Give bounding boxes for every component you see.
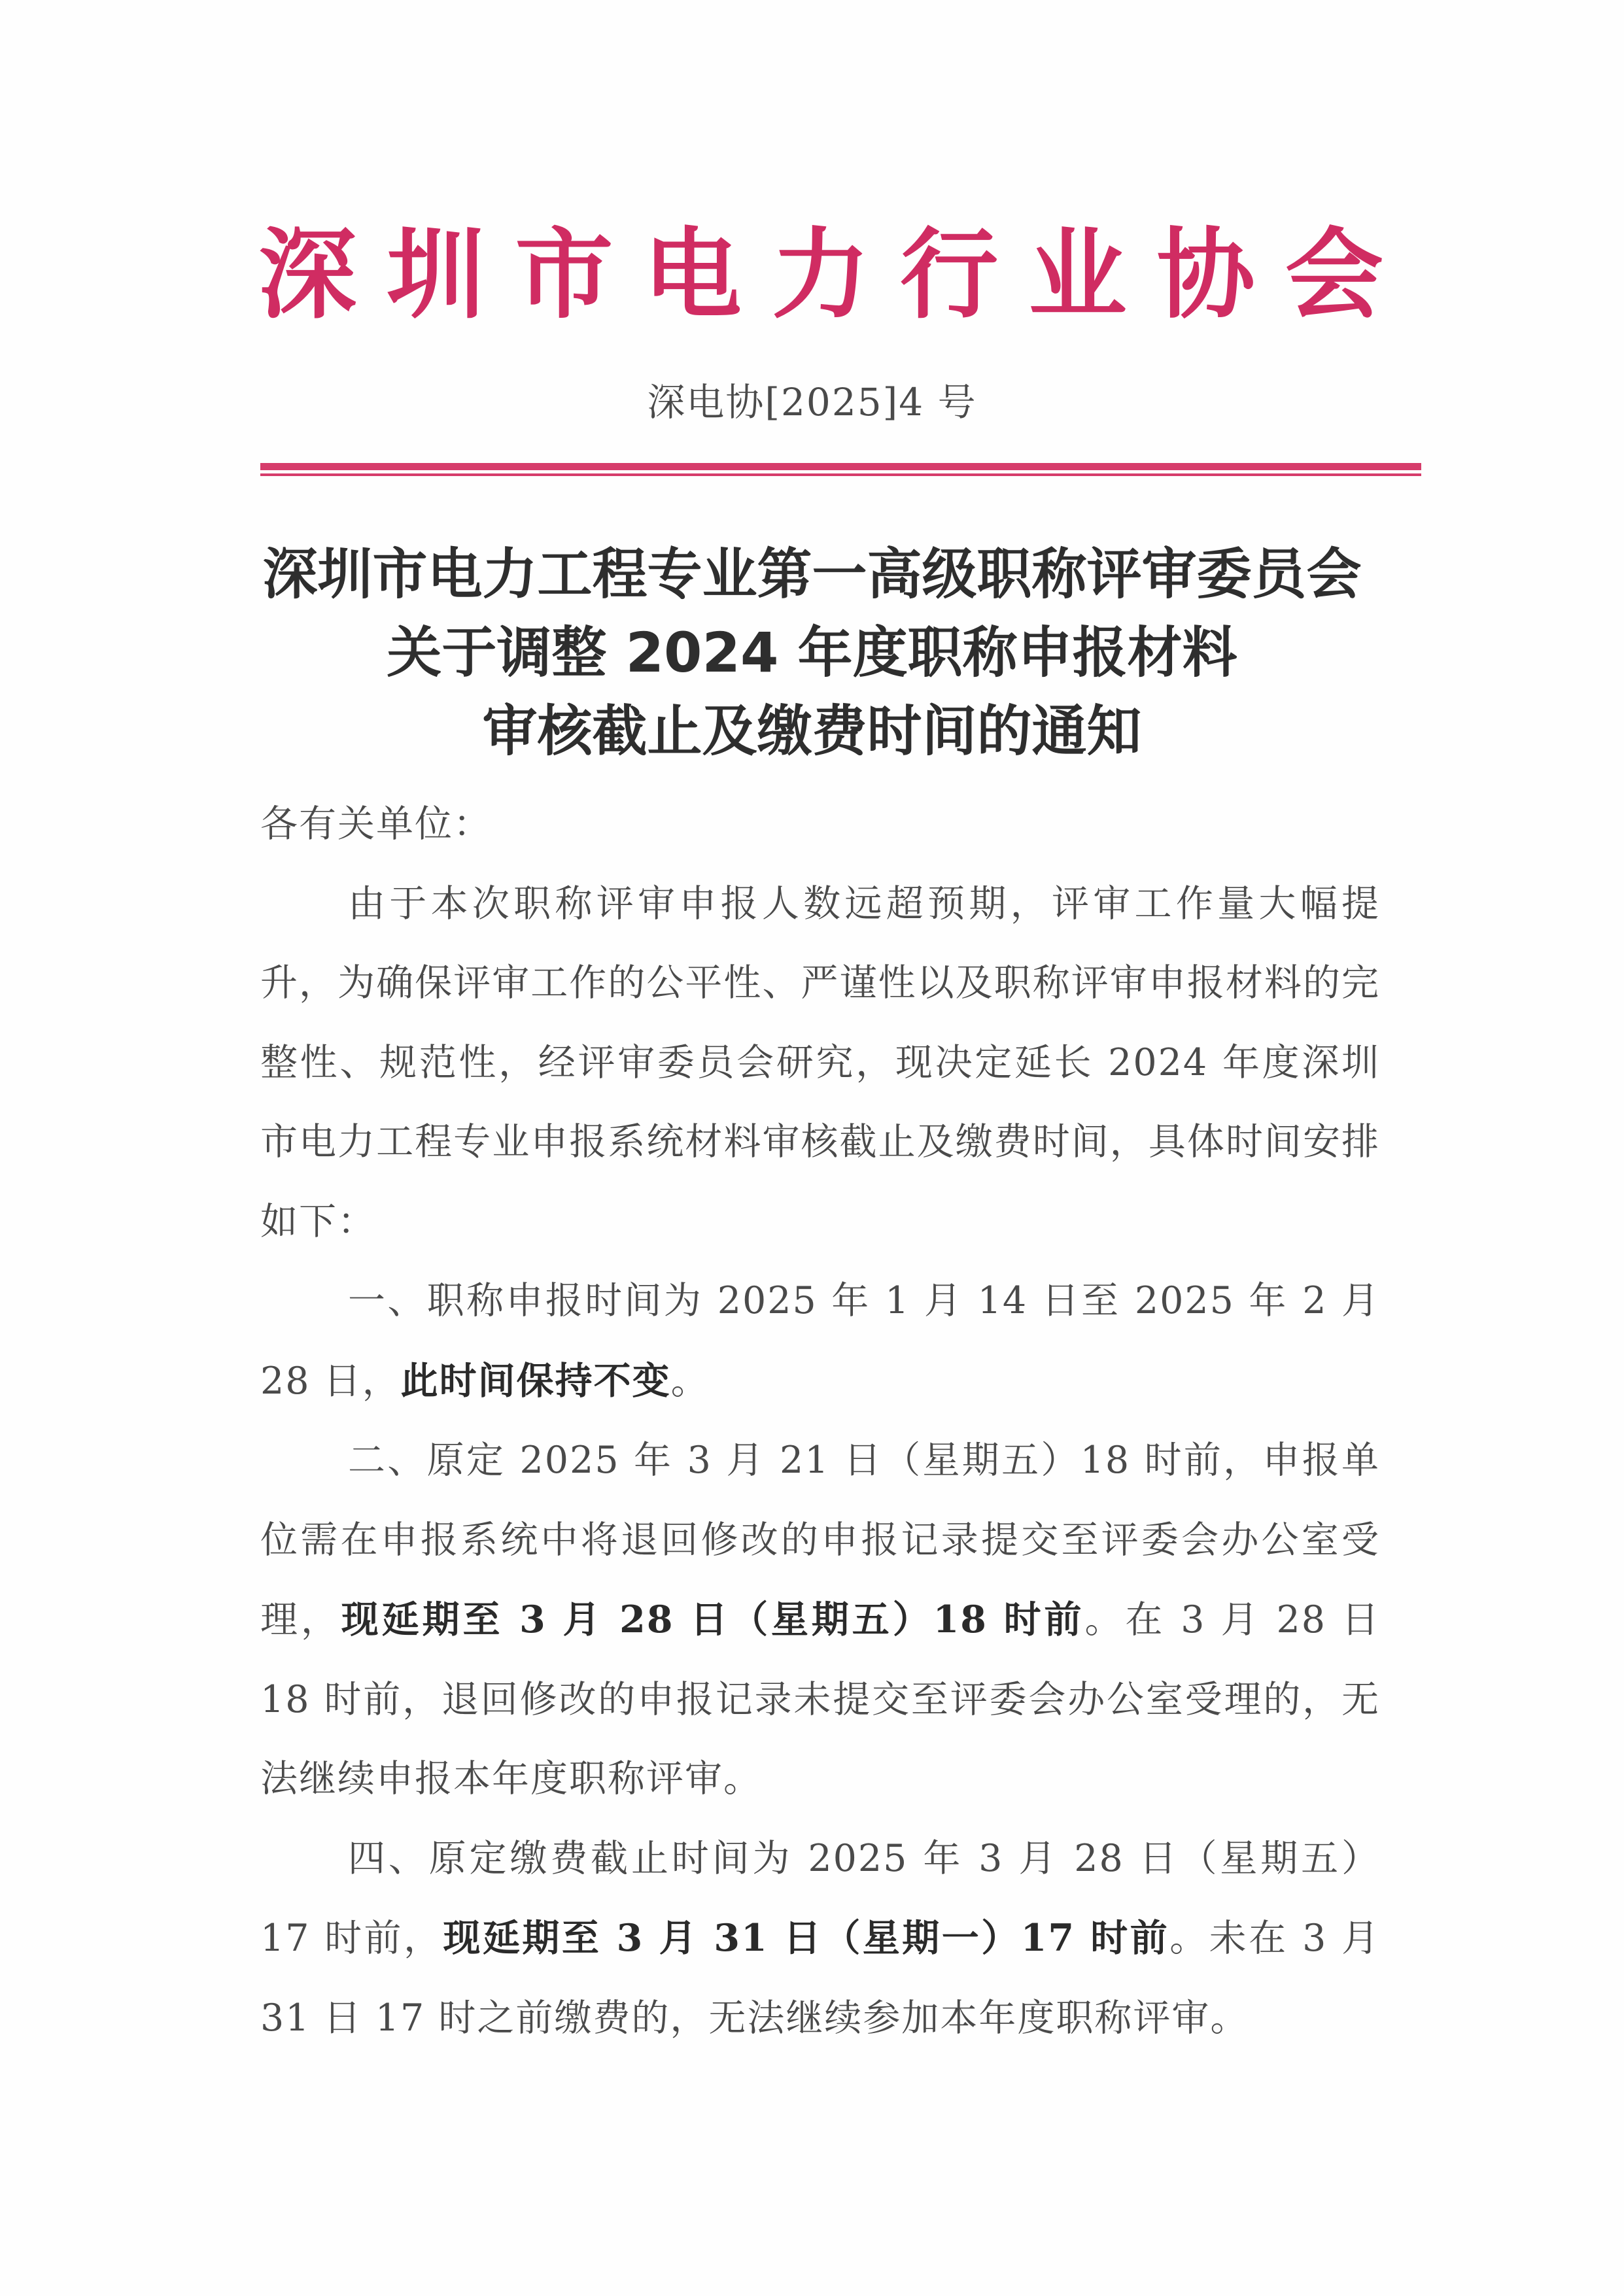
item-4-emphasis: 现延期至 3 月 31 日（星期一）17 时前 [443,1916,1170,1960]
organization-name [258,216,1383,334]
notice-body [260,785,1380,2058]
item-2-emphasis: 现延期至 3 月 28 日（星期五）18 时前 [341,1598,1085,1641]
title-line-2: 关于调整 2024 年度职称申报材料 [387,621,1237,685]
salutation: 各有关单位： [260,802,492,846]
notice-title [196,535,1428,770]
title-line-3: 审核截止及缴费时间的通知 [482,699,1142,763]
org-char: 会 [1285,217,1383,332]
item-1-text: 一、职称申报时间为 2025 年 1 月 14 日至 2025 年 2 月 28 日， [260,1279,1380,1403]
org-char: 力 [771,217,870,332]
item-1-emphasis: 此时间保持不变 [400,1358,671,1403]
org-char: 深 [258,217,357,332]
item-1-paragraph [260,1261,1380,1421]
org-char: 协 [1156,217,1255,332]
intro-paragraph: 由于本次职称评审申报人数远超预期，评审工作量大幅提升，为确保评审工作的公平性、严谨性以及职称评审申报材料的完整性、规范性，经评审委员会研究，现决定延长 2024 年度深圳市电力工程专业申报系统材料审核截止及缴费时间，具体时间安排如下： [260,882,1380,1243]
org-char: 圳 [387,217,485,332]
org-char: 电 [643,217,742,332]
item-4-tail: 。未在 3 月 31 日 17 时之前缴费的，无法继续参加本年度职称评审。 [260,1917,1380,2040]
item-2-paragraph [260,1421,1380,1819]
header-divider-thick [260,463,1421,470]
item-2-text: 二、原定 2025 年 3 月 21 日（星期五）18 时前，申报单位需在申报系统中将退回修改的申报记录提交至评委会办公室受理， [260,1439,1380,1641]
org-char: 业 [1028,217,1127,332]
item-4-paragraph [260,1819,1380,2059]
item-1-tail: 。 [670,1359,710,1403]
item-4-text: 四、原定缴费截止时间为 2025 年 3 月 28 日（星期五）17 时前， [260,1836,1380,1960]
org-char: 行 [900,217,999,332]
title-line-1: 深圳市电力工程专业第一高级职称评审委员会 [262,542,1362,606]
org-char: 市 [515,217,613,332]
document-number: 深电协[2025]4 号 [647,380,977,424]
item-2-tail: 。在 3 月 28 日 18 时前，退回修改的申报记录未提交至评委会办公室受理的，无法继续申报本年度职称评审。 [260,1598,1380,1800]
header-divider-thin [260,473,1421,476]
